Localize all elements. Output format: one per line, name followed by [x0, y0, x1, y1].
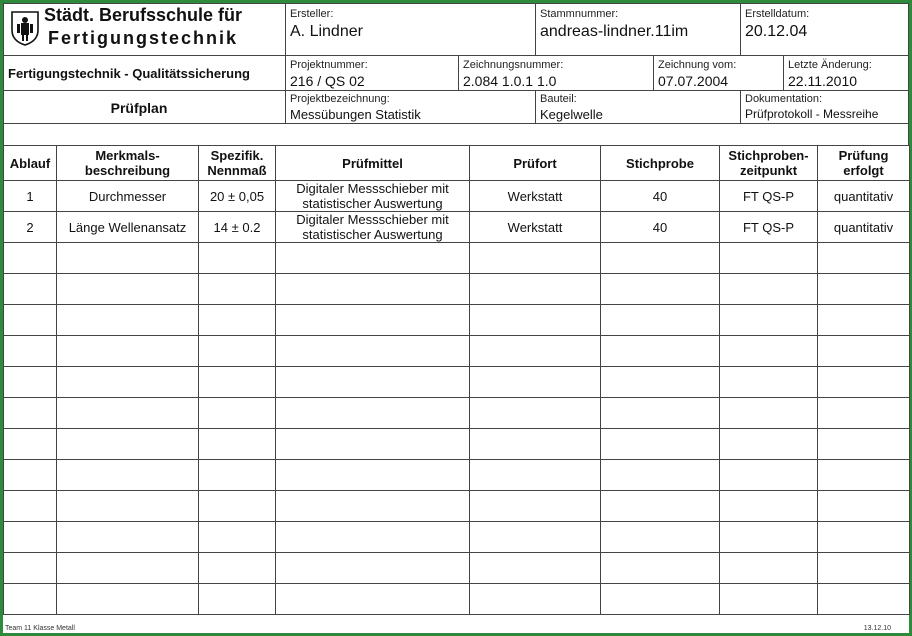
school-name-line1: Städt. Berufsschule für [44, 5, 243, 25]
projektbezeichnung-value: Messübungen Statistik [290, 107, 421, 122]
table-cell[interactable]: 20 ± 0,05 [199, 181, 276, 212]
table-cell[interactable]: 2 [4, 212, 57, 243]
zeichnungsnummer-label: Zeichnungsnummer: [463, 59, 564, 71]
empty-cell[interactable] [601, 553, 720, 584]
stammnummer-label: Stammnummer: [540, 8, 619, 20]
empty-cell[interactable] [470, 460, 601, 491]
empty-cell[interactable] [199, 367, 276, 398]
empty-table-row [4, 305, 910, 336]
empty-cell[interactable] [276, 305, 470, 336]
erstelldatum-label: Erstelldatum: [745, 8, 810, 20]
dept-box [3, 55, 286, 91]
empty-cell[interactable] [720, 274, 818, 305]
table-cell[interactable]: Durchmesser [57, 181, 199, 212]
column-header-text: beschreibung [84, 163, 171, 178]
column-header-text: Nennmaß [207, 163, 267, 178]
empty-cell[interactable] [57, 274, 199, 305]
empty-cell[interactable] [601, 491, 720, 522]
empty-cell[interactable] [720, 243, 818, 274]
empty-cell[interactable] [276, 429, 470, 460]
projektbezeichnung-box [285, 90, 536, 124]
column-header [199, 146, 276, 181]
column-header-text: Prüfung [838, 148, 889, 163]
empty-cell[interactable] [4, 398, 57, 429]
bauteil-value: Kegelwelle [540, 107, 603, 122]
table-cell[interactable]: 1 [4, 181, 57, 212]
empty-cell[interactable] [199, 460, 276, 491]
empty-cell[interactable] [720, 398, 818, 429]
erstelldatum-value: 20.12.04 [745, 23, 808, 40]
empty-cell[interactable] [720, 429, 818, 460]
empty-table-row [4, 367, 910, 398]
column-header-text: Ablauf [9, 155, 51, 171]
empty-cell[interactable] [4, 429, 57, 460]
column-header [470, 146, 601, 181]
ersteller-box [285, 3, 536, 56]
empty-cell[interactable] [470, 553, 601, 584]
table-cell[interactable]: Werkstatt [470, 212, 601, 243]
empty-cell[interactable] [276, 553, 470, 584]
doc-type-box [3, 90, 286, 124]
empty-cell[interactable] [199, 274, 276, 305]
column-header-text: Spezifik. [210, 148, 264, 163]
empty-cell[interactable] [818, 522, 910, 553]
empty-cell[interactable] [276, 274, 470, 305]
empty-cell[interactable] [4, 522, 57, 553]
empty-cell[interactable] [720, 553, 818, 584]
zeichnung-vom-value: 07.07.2004 [658, 73, 729, 89]
cell-text: Digitaler Messschieber mit [296, 181, 449, 196]
footer-left: Team 11 Klasse Metall [5, 625, 75, 632]
column-header [818, 146, 910, 181]
letzte-aenderung-box [783, 55, 909, 91]
column-header [4, 146, 57, 181]
empty-cell[interactable] [199, 491, 276, 522]
table-cell[interactable]: 40 [601, 212, 720, 243]
column-header [601, 146, 720, 181]
empty-cell[interactable] [276, 398, 470, 429]
empty-cell[interactable] [601, 336, 720, 367]
empty-cell[interactable] [818, 274, 910, 305]
projektbezeichnung-label: Projektbezeichnung: [290, 93, 390, 105]
stammnummer-value: andreas-lindner.11im [540, 23, 689, 40]
table-row [4, 212, 910, 243]
empty-cell[interactable] [818, 398, 910, 429]
empty-cell[interactable] [57, 336, 199, 367]
empty-cell[interactable] [720, 460, 818, 491]
school-name-line2: Fertigungstechnik [48, 28, 239, 48]
column-header [720, 146, 818, 181]
empty-cell[interactable] [57, 243, 199, 274]
empty-table-row [4, 243, 910, 274]
dept-title: Fertigungstechnik - Qualitätssicherung [8, 66, 250, 81]
column-header-text: Prüfort [513, 155, 557, 171]
empty-cell[interactable] [199, 305, 276, 336]
table-header-row [4, 146, 910, 181]
column-header [276, 146, 470, 181]
empty-table-row [4, 460, 910, 491]
table-cell[interactable]: quantitativ [818, 181, 910, 212]
empty-cell[interactable] [276, 336, 470, 367]
empty-cell[interactable] [601, 274, 720, 305]
empty-cell[interactable] [818, 491, 910, 522]
empty-cell[interactable] [4, 274, 57, 305]
empty-cell[interactable] [818, 553, 910, 584]
table-cell[interactable]: 14 ± 0.2 [199, 212, 276, 243]
empty-cell[interactable] [199, 584, 276, 615]
dokumentation-value: Prüfprotokoll - Messreihe [745, 107, 879, 121]
zeichnung-vom-box [653, 55, 784, 91]
empty-cell[interactable] [57, 305, 199, 336]
bauteil-box [535, 90, 741, 124]
letzte-aenderung-value: 22.11.2010 [788, 73, 858, 89]
cell-text: Digitaler Messschieber mit [296, 212, 449, 227]
empty-cell[interactable] [4, 460, 57, 491]
empty-cell[interactable] [199, 553, 276, 584]
empty-cell[interactable] [720, 305, 818, 336]
empty-cell[interactable] [601, 398, 720, 429]
empty-cell[interactable] [4, 491, 57, 522]
empty-cell[interactable] [818, 460, 910, 491]
dokumentation-box [740, 90, 909, 124]
column-header-text: zeitpunkt [739, 163, 798, 178]
empty-cell[interactable] [818, 367, 910, 398]
doc-type-title: Prüfplan [110, 100, 168, 116]
empty-cell[interactable] [57, 491, 199, 522]
empty-cell[interactable] [470, 398, 601, 429]
column-header-text: Prüfmittel [342, 155, 403, 171]
table-cell[interactable] [276, 212, 470, 243]
empty-cell[interactable] [720, 491, 818, 522]
empty-cell[interactable] [470, 274, 601, 305]
zeichnungsnummer-value: 2.084 1.0.1 1.0 [463, 73, 557, 89]
empty-cell[interactable] [57, 553, 199, 584]
cell-text: statistischer Auswertung [302, 196, 443, 211]
empty-cell[interactable] [470, 429, 601, 460]
empty-cell[interactable] [199, 398, 276, 429]
letzte-aenderung-label: Letzte Änderung: [788, 59, 872, 71]
empty-cell[interactable] [4, 243, 57, 274]
table-row [4, 181, 910, 212]
empty-table-row [4, 429, 910, 460]
table-cell[interactable]: FT QS-P [720, 181, 818, 212]
empty-cell[interactable] [470, 243, 601, 274]
footer-right: 13.12.10 [863, 625, 891, 632]
empty-cell[interactable] [276, 491, 470, 522]
empty-cell[interactable] [4, 553, 57, 584]
empty-cell[interactable] [276, 367, 470, 398]
empty-cell[interactable] [601, 522, 720, 553]
empty-cell[interactable] [818, 243, 910, 274]
empty-table-row [4, 336, 910, 367]
empty-cell[interactable] [4, 305, 57, 336]
table-cell[interactable]: FT QS-P [720, 212, 818, 243]
dokumentation-label: Dokumentation: [745, 93, 823, 105]
column-header-text: Merkmals- [95, 148, 160, 163]
empty-cell[interactable] [199, 336, 276, 367]
zeichnung-vom-label: Zeichnung vom: [658, 59, 737, 71]
empty-table-row [4, 553, 910, 584]
empty-cell[interactable] [601, 305, 720, 336]
erstelldatum-box [740, 3, 909, 56]
empty-cell[interactable] [720, 367, 818, 398]
empty-cell[interactable] [601, 460, 720, 491]
empty-cell[interactable] [57, 398, 199, 429]
empty-cell[interactable] [57, 460, 199, 491]
projektnummer-value: 216 / QS 02 [290, 73, 365, 89]
spacer-band [3, 123, 909, 146]
document-sheet [3, 3, 909, 633]
empty-cell[interactable] [601, 367, 720, 398]
empty-cell[interactable] [57, 367, 199, 398]
empty-cell[interactable] [4, 367, 57, 398]
empty-cell[interactable] [57, 584, 199, 615]
empty-cell[interactable] [470, 522, 601, 553]
empty-cell[interactable] [4, 336, 57, 367]
empty-table-row [4, 584, 910, 615]
table-cell[interactable]: Werkstatt [470, 181, 601, 212]
empty-cell[interactable] [276, 522, 470, 553]
empty-cell[interactable] [470, 367, 601, 398]
empty-cell[interactable] [601, 243, 720, 274]
table-cell[interactable]: Länge Wellenansatz [57, 212, 199, 243]
empty-cell[interactable] [470, 336, 601, 367]
empty-cell[interactable] [470, 305, 601, 336]
empty-cell[interactable] [818, 429, 910, 460]
empty-cell[interactable] [818, 305, 910, 336]
ersteller-value: A. Lindner [290, 23, 363, 40]
empty-cell[interactable] [199, 243, 276, 274]
zeichnungsnummer-box [458, 55, 654, 91]
empty-cell[interactable] [57, 522, 199, 553]
column-header-text: Stichproben- [728, 148, 809, 163]
empty-cell[interactable] [199, 522, 276, 553]
empty-table-row [4, 491, 910, 522]
ersteller-label: Ersteller: [290, 8, 334, 20]
empty-cell[interactable] [276, 243, 470, 274]
empty-table-row [4, 398, 910, 429]
empty-cell[interactable] [276, 584, 470, 615]
empty-cell[interactable] [818, 336, 910, 367]
table-cell[interactable]: 40 [601, 181, 720, 212]
empty-table-row [4, 274, 910, 305]
column-header [57, 146, 199, 181]
empty-cell[interactable] [4, 584, 57, 615]
empty-cell[interactable] [470, 491, 601, 522]
empty-cell[interactable] [57, 429, 199, 460]
bauteil-label: Bauteil: [540, 93, 577, 105]
table-cell[interactable] [276, 181, 470, 212]
empty-cell[interactable] [720, 522, 818, 553]
empty-cell[interactable] [199, 429, 276, 460]
empty-cell[interactable] [470, 584, 601, 615]
empty-cell[interactable] [720, 336, 818, 367]
empty-table-row [4, 522, 910, 553]
empty-cell[interactable] [276, 460, 470, 491]
stammnummer-box [535, 3, 741, 56]
inspection-table [3, 145, 910, 615]
cell-text: statistischer Auswertung [302, 227, 443, 242]
table-cell[interactable]: quantitativ [818, 212, 910, 243]
school-box [3, 3, 286, 56]
empty-cell[interactable] [720, 584, 818, 615]
empty-cell[interactable] [601, 429, 720, 460]
projektnummer-box [285, 55, 459, 91]
school-crest-icon [10, 10, 40, 46]
empty-cell[interactable] [818, 584, 910, 615]
empty-cell[interactable] [601, 584, 720, 615]
column-header-text: erfolgt [843, 163, 884, 178]
column-header-text: Stichprobe [626, 155, 694, 171]
projektnummer-label: Projektnummer: [290, 59, 368, 71]
